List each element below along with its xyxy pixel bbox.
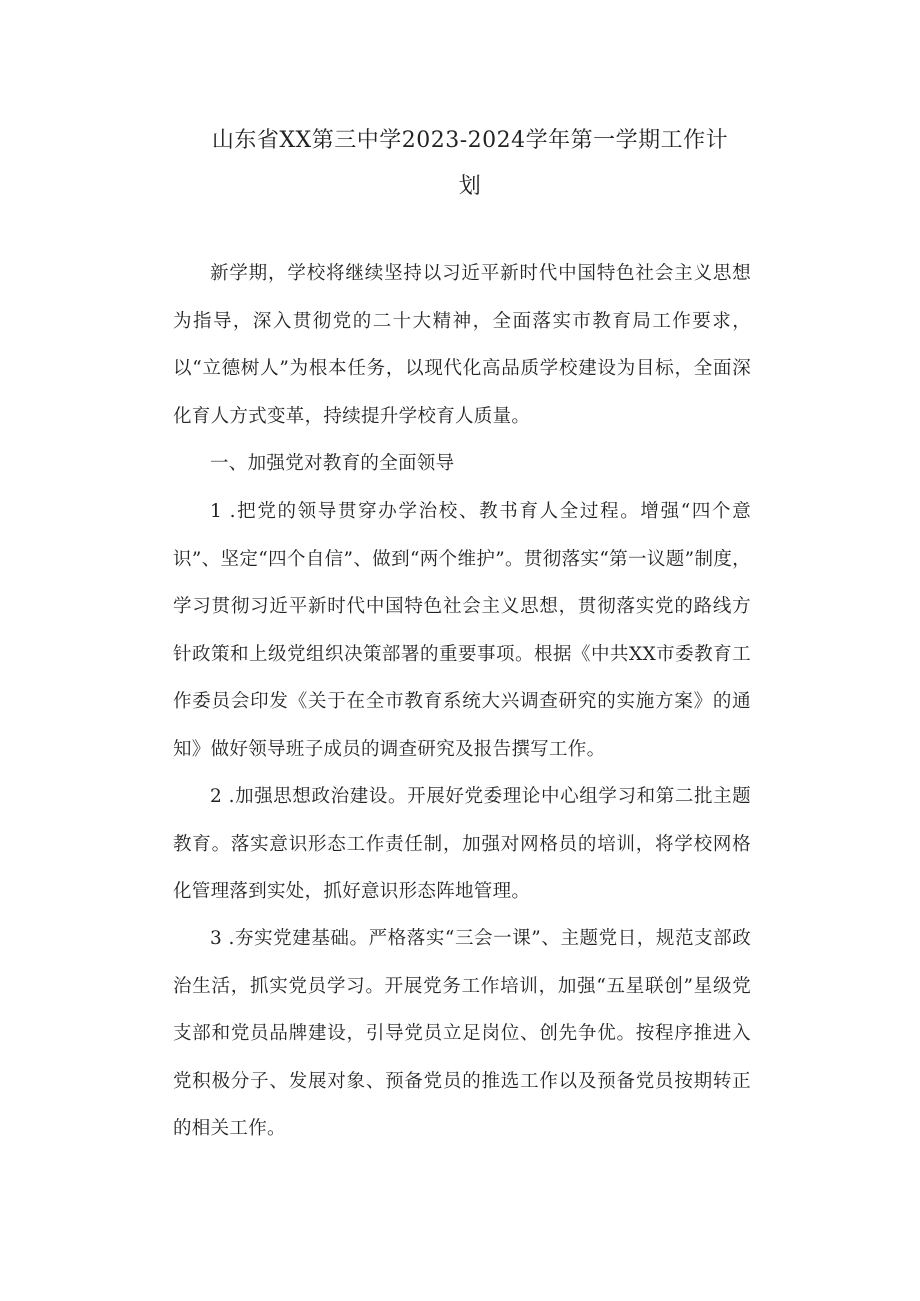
section-heading: 一、加强党对教育的全面领导 xyxy=(210,453,455,474)
title-line-2: 划 xyxy=(458,174,482,199)
list-item: 2 .加强思想政治建设。开展好党委理论中心组学习和第二批主题教育。落实意识形态工作责任制，加强对网格员的培训，将学校网格化管理落到实处，抓好意识形态阵地管理。 xyxy=(173,786,751,902)
document-title xyxy=(205,118,735,210)
list-item: 1 .把党的领导贯穿办学治校、教书育人全过程。增强“四个意识”、坚定“四个自信”、做到“两个维护”。贯彻落实“第一议题”制度，学习贯彻习近平新时代中国特色社会主义思想，贯彻落实党的路线方针政策和上级党组织决策部署的重要事项。根据《中共XX市委教育工作委员会印发《关于在全市教育系统大兴调查研究的实施方案》的通知》做好领导班子成员的调查研究及报告撰写工作。 xyxy=(173,501,751,760)
list-item: 3 .夯实党建基础。严格落实“三会一课”、主题党日，规范支部政治生活，抓实党员学习。开展党务工作培训，加强“五星联创”星级党支部和党员品牌建设，引导党员立足岗位、创先争优。按程序推进入党积极分子、发展对象、预备党员的推选工作以及预备党员按期转正的相关工作。 xyxy=(173,928,751,1139)
title-line-1: 山东省XX第三中学2023-2024学年第一学期工作计 xyxy=(211,128,729,153)
intro-paragraph: 新学期，学校将继续坚持以习近平新时代中国特色社会主义思想为指导，深入贯彻党的二十大精神，全面落实市教育局工作要求，以“立德树人”为根本任务，以现代化高品质学校建设为目标，全面深化育人方式变革，持续提升学校育人质量。 xyxy=(173,263,751,427)
